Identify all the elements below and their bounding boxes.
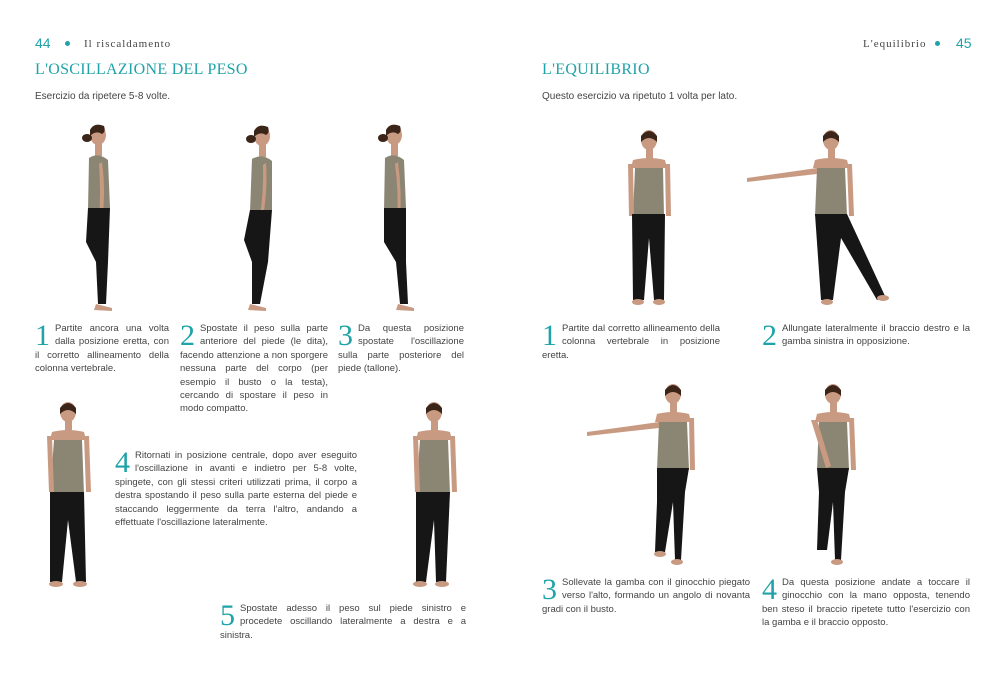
- step-4-left: 4 Ritornati in posizione centrale, dopo aver eseguito l'oscillazione in avanti e indietro per 5-8 volte, spingete, con gli stessi criteri utilizzati prima, il corpo a destra spostando il peso sulla parte esterna del piede e staccando leggermente da terra l'altro, andando a effettuate l'oscillazione lateralmente.: [115, 446, 357, 529]
- figure-equilibrium-3: [585, 382, 705, 567]
- figure-equilibrium-4: [805, 382, 869, 567]
- section-title-left: L'OSCILLAZIONE DEL PESO: [35, 61, 248, 78]
- running-head-left: Il riscaldamento: [84, 38, 172, 50]
- step-2-right: 2 Allungate lateralmente il braccio destro e la gamba sinistra in opposizione.: [762, 319, 970, 352]
- figure-standing-front-4: [38, 400, 102, 590]
- step-number: 4: [762, 573, 777, 606]
- header-dot-right: [935, 41, 940, 46]
- page-number-right: 45: [956, 35, 972, 51]
- step-number: 5: [220, 599, 235, 632]
- header-dot-left: [65, 41, 70, 46]
- step-number: 3: [338, 319, 353, 352]
- step-5-left: 5 Spostate adesso il peso sul piede sinistro e procedete oscillando lateralmente a destra e a sinistra.: [220, 599, 466, 641]
- step-number: 3: [542, 573, 557, 606]
- figure-equilibrium-1: [620, 128, 680, 308]
- intro-right: Questo esercizio va ripetuto 1 volta per lato.: [542, 91, 738, 102]
- step-1-left: 1 Partite ancora una volta dalla posizione eretta, con il corretto allineamento della colonna vertebrale.: [35, 319, 169, 375]
- step-number: 4: [115, 446, 130, 479]
- page-number-left: 44: [35, 35, 51, 51]
- step-1-right: 1 Partite dal corretto allineamento della colonna vertebrale in posizione eretta.: [542, 319, 720, 361]
- running-head-right: L'equilibrio: [863, 38, 927, 50]
- figure-standing-side-1: [72, 122, 122, 314]
- figure-standing-front-5: [400, 400, 464, 590]
- intro-left: Esercizio da ripetere 5-8 volte.: [35, 91, 171, 102]
- step-number: 1: [35, 319, 50, 352]
- figure-standing-side-2: [232, 122, 282, 314]
- step-4-right: 4 Da questa posizione andate a toccare il ginocchio con la mano opposta, tenendo ben steso il braccio ripetete tutto l'esercizio con la gamba e il braccio opposto.: [762, 573, 970, 629]
- step-number: 2: [180, 319, 195, 352]
- step-number: 1: [542, 319, 557, 352]
- figure-equilibrium-2: [745, 128, 895, 308]
- step-2-left: 2 Spostate il peso sulla parte anteriore del piede (le dita), facendo attenzione a non sporgere nessuna parte del corpo (per esempio il busto o la testa), cercando di spostare il peso in modo compatto.: [180, 319, 328, 415]
- step-3-right: 3 Sollevate la gamba con il ginocchio piegato verso l'alto, formando un angolo di novanta gradi con il busto.: [542, 573, 750, 615]
- section-title-right: L'EQUILIBRIO: [542, 61, 650, 78]
- figure-standing-side-3: [372, 122, 422, 314]
- step-number: 2: [762, 319, 777, 352]
- step-3-left: 3 Da questa posizione spostate l'oscillazione sulla parte posteriore del piede (tallone).: [338, 319, 464, 375]
